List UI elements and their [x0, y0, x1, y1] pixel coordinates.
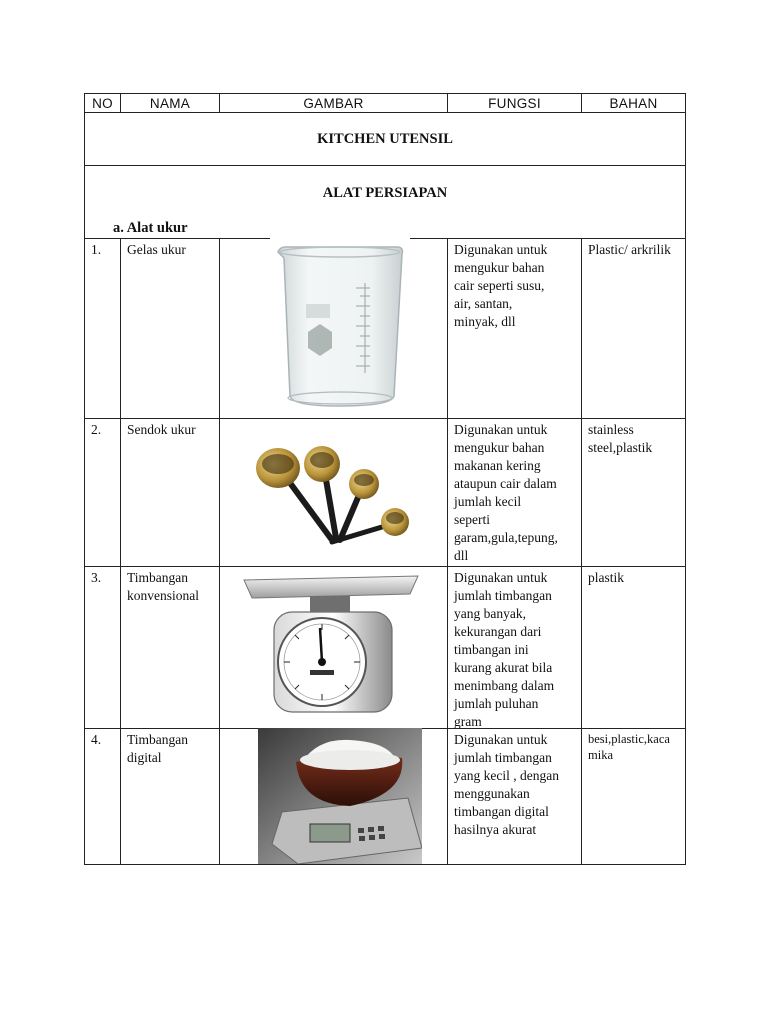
nama-line: digital	[127, 750, 162, 765]
fungsi-line: Digunakan untuk	[454, 732, 548, 747]
header-no: NO	[84, 93, 120, 112]
bahan-line: stainless	[588, 422, 634, 437]
fungsi-line: minyak, dll	[454, 314, 516, 329]
fungsi-line: makanan kering	[454, 458, 541, 473]
row-nama: Sendok ukur	[120, 418, 219, 566]
fungsi-line: kurang akurat bila	[454, 660, 553, 675]
section-title: KITCHEN UTENSIL	[317, 131, 453, 147]
fungsi-line: hasilnya akurat	[454, 822, 537, 837]
header-nama: NAMA	[120, 93, 219, 112]
subsection-row	[84, 165, 686, 238]
fungsi-line: jumlah puluhan	[454, 696, 539, 711]
fungsi-line: cair seperti susu,	[454, 278, 545, 293]
fungsi-line: jumlah kecil	[454, 494, 522, 509]
row-bahan	[581, 238, 686, 418]
fungsi-line: timbangan digital	[454, 804, 549, 819]
fungsi-line: Digunakan untuk	[454, 242, 548, 257]
fungsi-line: timbangan ini	[454, 642, 529, 657]
table-bottom-border	[84, 864, 686, 865]
row-fungsi	[447, 566, 581, 728]
fungsi-line: garam,gula,tepung,	[454, 530, 558, 545]
bahan-line: Plastic/ arkrilik	[588, 242, 671, 257]
row-number: 3.	[84, 566, 120, 728]
nama-line: konvensional	[127, 588, 199, 603]
table-header-row	[84, 93, 686, 112]
fungsi-line: dll	[454, 548, 469, 563]
row-bahan	[581, 418, 686, 566]
row-bahan	[581, 728, 686, 864]
fungsi-line: yang banyak,	[454, 606, 526, 621]
measuring-spoons-image	[252, 440, 412, 552]
row-number: 2.	[84, 418, 120, 566]
fungsi-line: Digunakan untuk	[454, 422, 548, 437]
subsection-item-label: a. Alat ukur	[113, 220, 188, 236]
digital-scale-icon	[258, 728, 422, 864]
measuring-beaker-icon	[270, 238, 410, 416]
row-number: 1.	[84, 238, 120, 418]
row-nama: Gelas ukur	[120, 238, 219, 418]
fungsi-line: Digunakan untuk	[454, 570, 548, 585]
fungsi-line: menggunakan	[454, 786, 530, 801]
measuring-beaker-image	[270, 238, 410, 416]
fungsi-line: gram	[454, 714, 482, 729]
kitchen-scale-icon	[240, 568, 422, 718]
fungsi-line: air, santan,	[454, 296, 513, 311]
nama-line: Timbangan	[127, 732, 189, 747]
measuring-spoons-icon	[252, 440, 412, 552]
row-fungsi	[447, 238, 581, 418]
fungsi-line: kekurangan dari	[454, 624, 542, 639]
row-nama	[120, 566, 219, 728]
header-gambar: GAMBAR	[219, 93, 447, 112]
nama-line: Timbangan	[127, 570, 189, 585]
kitchen-scale-image	[240, 568, 422, 718]
section-title-row	[84, 112, 686, 165]
bahan-line: besi,plastic,kaca	[588, 732, 670, 746]
bahan-line: mika	[588, 748, 613, 762]
fungsi-line: jumlah timbangan	[454, 588, 552, 603]
digital-scale-image	[258, 728, 422, 864]
subsection-title: ALAT PERSIAPAN	[322, 185, 448, 201]
row-bahan	[581, 566, 686, 728]
fungsi-line: mengukur bahan	[454, 260, 545, 275]
header-fungsi: FUNGSI	[447, 93, 581, 112]
header-bahan: BAHAN	[581, 93, 686, 112]
fungsi-line: menimbang dalam	[454, 678, 555, 693]
fungsi-line: jumlah timbangan	[454, 750, 552, 765]
fungsi-line: mengukur bahan	[454, 440, 545, 455]
fungsi-line: seperti	[454, 512, 490, 527]
fungsi-line: yang kecil , dengan	[454, 768, 559, 783]
bahan-line: plastik	[588, 570, 624, 585]
fungsi-line: ataupun cair dalam	[454, 476, 557, 491]
row-fungsi	[447, 728, 581, 864]
row-number: 4.	[84, 728, 120, 864]
bahan-line: steel,plastik	[588, 440, 653, 455]
row-nama	[120, 728, 219, 864]
row-fungsi	[447, 418, 581, 566]
